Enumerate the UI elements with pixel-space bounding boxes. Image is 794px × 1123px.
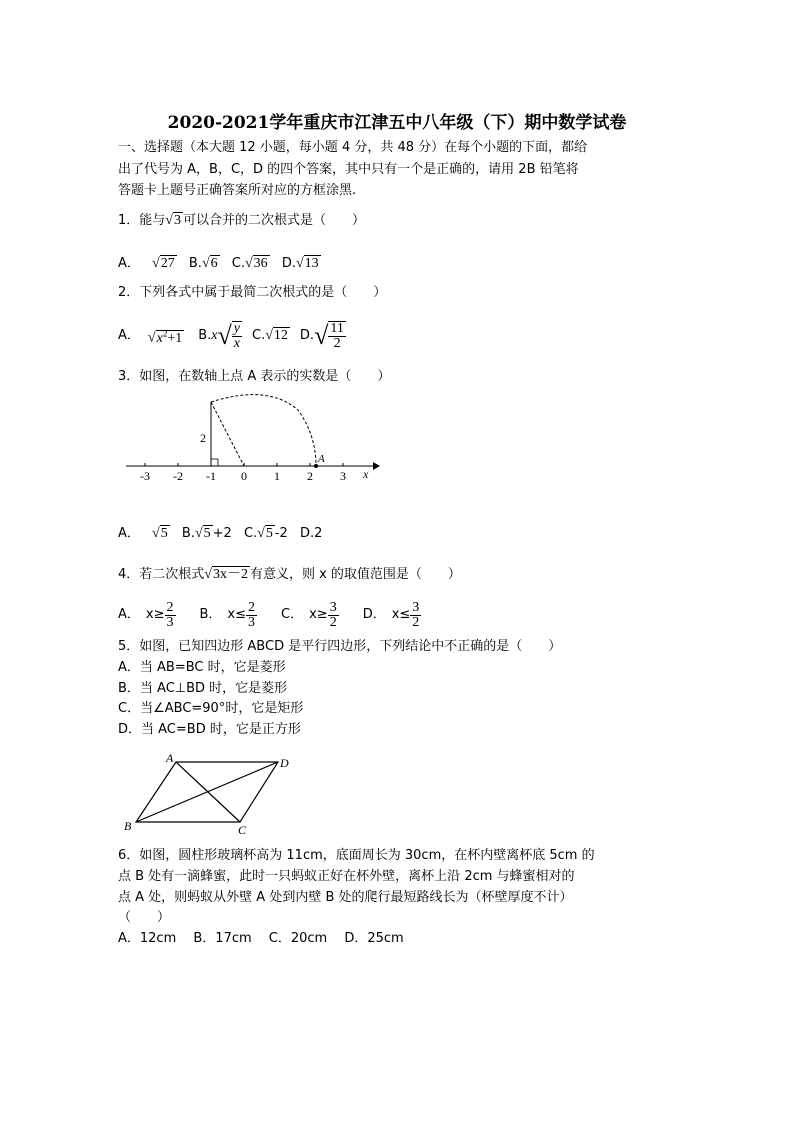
q3-option-b: √5 [194, 526, 211, 541]
q4-option-b-rel: x≤ [227, 607, 247, 622]
exam-title: 2020-2021学年重庆市江津五中八年级（下）期中数学试卷 [167, 113, 627, 133]
hypotenuse-dashed [211, 402, 244, 466]
tick-label: 0 [241, 469, 247, 483]
question-3-options [118, 526, 322, 542]
q1-option-d-label: D. [281, 256, 296, 271]
q4-d-num: 3 [412, 599, 420, 615]
q2-option-c: √12 [265, 328, 288, 343]
q4-option-d-frac [410, 601, 421, 630]
q2-option-c-label: C. [252, 328, 266, 343]
axis-x-label: x [363, 467, 369, 481]
q4-c-num: 3 [329, 599, 337, 615]
q3-option-b-label: B. [181, 526, 195, 541]
q2-option-a: $√x^2+1$ [147, 328, 183, 346]
q4-option-c-label: C． [281, 607, 304, 622]
q5-option-a: A．当 AB=BC 时，它是菱形 [118, 660, 286, 675]
q1-option-a: √27 [152, 256, 175, 271]
right-angle-mark [211, 459, 218, 466]
q2-option-a-label: A． [118, 328, 140, 343]
tick-label: 1 [274, 469, 280, 483]
q4-stem-pre: 4．若二次根式 [118, 567, 205, 582]
tick-label: -3 [140, 469, 150, 483]
q4-c-den: 2 [329, 614, 337, 630]
q2-d-den: 2 [333, 336, 341, 351]
q2-a-exp: 2 [162, 328, 168, 339]
question-4-options [118, 596, 421, 634]
q2-b-coef: x [211, 328, 218, 343]
tick-label: 3 [340, 469, 346, 483]
section-intro-line-2: 出了代号为 A，B，C，D 的四个答案，其中只有一个是正确的，请用 2B 铅笔将 [118, 162, 579, 177]
q1-option-b: √6 [201, 256, 218, 271]
q1-option-c: √36 [244, 256, 268, 271]
q2-option-d-label: D. [299, 328, 315, 343]
question-2-options [118, 316, 346, 356]
q1-stem-pre: 1．能与 [118, 213, 166, 228]
q4-option-a-rel: x≥ [145, 607, 165, 622]
tick-label: -1 [206, 469, 216, 483]
q3-c-tail: -2 [274, 526, 288, 541]
q1-sqrt: √3 [165, 213, 181, 228]
vertex-d-label: D [280, 756, 289, 770]
arc-dashed [211, 395, 316, 466]
number-line-figure [118, 390, 388, 490]
q4-option-d-label: D． [362, 607, 386, 622]
q3-b-tail: +2 [212, 526, 232, 541]
point-a-label: A [318, 453, 325, 465]
q1-option-a-radicand: 27 [160, 256, 175, 271]
q4-radicand: 3x－2 [212, 567, 248, 582]
q4-option-c-rel: x≥ [309, 607, 328, 622]
question-6-options: A．12cm B．17cm C．20cm D．25cm [118, 931, 404, 946]
height-label: 2 [200, 431, 206, 445]
q1-option-a-label: A． [118, 256, 140, 271]
q4-a-den: 3 [166, 614, 174, 630]
q4-option-b-frac [246, 601, 257, 630]
question-1-options [118, 256, 321, 272]
question-6-line-4: （ ） [118, 910, 171, 925]
q4-stem-post: 有意义，则 x 的取值范围是（ ） [249, 567, 461, 582]
q1-option-d-radicand: 13 [304, 256, 319, 271]
q3-option-a: √5 [152, 526, 168, 541]
tick-label: 2 [307, 469, 313, 483]
q2-option-d: √ $\frac{11}{2}$ [314, 321, 344, 351]
diagonal-bd [136, 762, 278, 822]
q4-option-b-label: B． [199, 607, 222, 622]
q4-a-num: 2 [166, 599, 174, 615]
q3-c-radicand: 5 [265, 526, 273, 541]
q2-a-var: x [156, 330, 163, 346]
q4-option-d-rel: x≤ [391, 607, 411, 622]
vertex-b-label: B [124, 819, 132, 833]
vertex-a-label: A [166, 751, 174, 765]
q2-d-num: 11 [330, 321, 344, 336]
q2-option-b: x √ $\frac{y}{x}$ [211, 321, 240, 351]
axis-arrow-icon [373, 462, 380, 470]
q4-option-a-label: A． [118, 607, 140, 622]
q4-b-den: 3 [248, 614, 256, 630]
q3-option-d: D.2 [299, 526, 323, 541]
q4-option-c-frac [328, 601, 339, 630]
question-2-stem: 2．下列各式中属于最简二次根式的是（ ） [118, 285, 387, 300]
q1-radicand: 3 [173, 213, 181, 228]
question-6-line-2: 点 B 处有一滴蜂蜜，此时一只蚂蚁正好在杯外壁，离杯上沿 2cm 与蜂蜜相对的 [118, 869, 575, 884]
question-6-line-3: 点 A 处，则蚂蚁从外壁 A 处到内壁 B 处的爬行最短路线长为（杯壁厚度不计） [118, 890, 573, 905]
section-intro-line-1: 一、选择题（本大题 12 小题，每小题 4 分，共 48 分）在每个小题的下面，都给 [118, 140, 588, 155]
q5-option-b: B．当 AC⊥BD 时，它是菱形 [118, 681, 288, 696]
vertex-c-label: C [238, 823, 247, 836]
q1-option-d: √13 [295, 256, 319, 271]
q3-option-c: √5 [257, 526, 273, 541]
q1-option-b-radicand: 6 [210, 256, 218, 271]
parallelogram-figure [118, 750, 298, 836]
q1-stem-post: 可以合并的二次根式是（ ） [182, 213, 365, 228]
question-5-stem: 5．如图，已知四边形 ABCD 是平行四边形，下列结论中不正确的是（ ） [118, 639, 562, 654]
question-4-stem [118, 567, 461, 583]
question-6-line-1: 6．如图，圆柱形玻璃杯高为 11cm，底面周长为 30cm，在杯内壁离杯底 5cm 的 [118, 848, 595, 863]
q3-option-c-label: C. [243, 526, 258, 541]
section-intro-line-3: 答题卡上题号正确答案所对应的方框涂黑. [118, 183, 357, 198]
q4-option-a-frac [165, 601, 176, 630]
tick-label: -2 [173, 469, 183, 483]
q2-b-den: x [233, 336, 240, 351]
q5-option-c: C．当∠ABC=90°时，它是矩形 [118, 701, 304, 716]
q4-sqrt: √3x－2 [204, 567, 248, 582]
q5-option-d: D．当 AC=BD 时，它是正方形 [118, 722, 301, 737]
q2-b-num: y [233, 321, 240, 336]
question-1-stem [118, 213, 365, 229]
q2-option-b-label: B. [198, 328, 212, 343]
q3-b-radicand: 5 [203, 526, 211, 541]
question-3-stem: 3．如图，在数轴上点 A 表示的实数是（ ） [118, 369, 391, 384]
q1-option-c-radicand: 36 [253, 256, 268, 271]
q1-option-c-label: C. [231, 256, 245, 271]
q1-option-b-label: B. [188, 256, 202, 271]
q4-b-num: 2 [248, 599, 256, 615]
q3-option-a-label: A． [118, 526, 140, 541]
q2-c-radicand: 12 [273, 328, 288, 343]
q3-a-radicand: 5 [160, 526, 168, 541]
q2-a-tail: +1 [167, 330, 183, 346]
q4-d-den: 2 [412, 614, 420, 630]
